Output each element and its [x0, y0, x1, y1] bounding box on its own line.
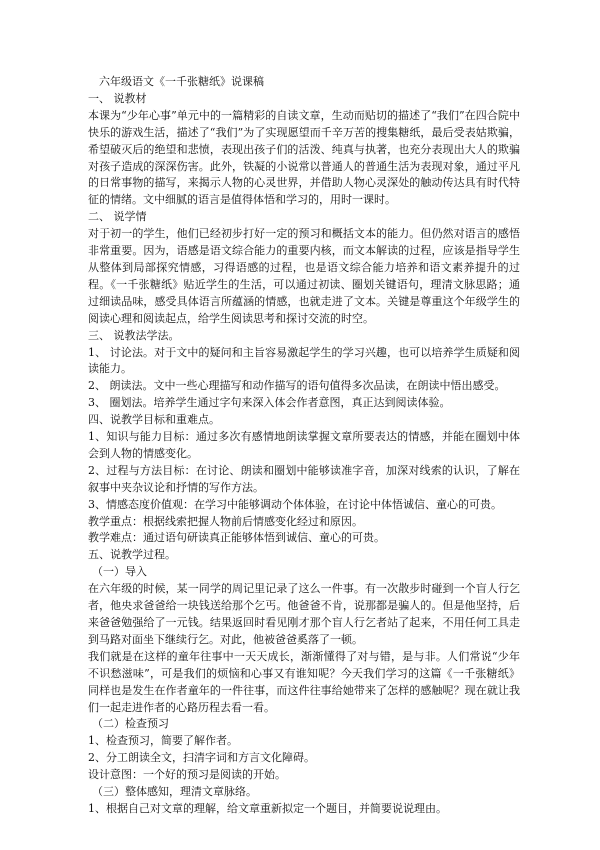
paragraph: 对于初一的学生，他们已经初步打好一定的预习和概括文本的能力。但仍然对语言的感悟非常重要。因为，语感是语文综合能力的重要内核，而文本解读的过程，应该是指导学生从整体到局部探究情感，习得语感的过程，也是语文综合能力培养和语文素养提升的过程。《一千张糖纸》贴近学生的生活，可以通过初读、圈划关键语句，理清文脉思路；通过细读品味，感受具体语言所蕴涵的情感，也就走进了文本。关键是尊重这个年级学生的阅读心理和阅读起点，给学生阅读思考和探讨交流的时空。 — [88, 227, 520, 325]
paragraph: 本课为“少年心事”单元中的一篇精彩的自读文章，生动而贴切的描述了“我们”在四合院中快乐的游戏生活，描述了“我们”为了实现愿望而千辛万苦的搜集糖纸，最后受表姑欺骗，希望破灭后的绝望和悲愤，表现出孩子们的活泼、纯真与执著，也充分表现出大人的欺骗对孩子造成的深深伤害。此外，铁凝的小说常以普通人的普通生活为表现对象，通过平凡的日常事物的描写，来揭示人物的心灵世界，并借助人物心灵深处的触动传达具有时代特征的情绪。文中细腻的语言是值得体悟和学习的，用时一课时。 — [88, 108, 520, 207]
section-heading: 三、 说教法学法。 — [88, 328, 180, 342]
subsection-heading: （二）检查预习 — [92, 717, 169, 731]
paragraph: 1、根据自己对文章的理解，给文章重新拟定一个题目，并简要说说理由。 — [88, 801, 447, 815]
subsection-heading: （三）整体感知，理清文章脉络。 — [92, 785, 257, 799]
paragraph: 1、检查预习，简要了解作者。 — [88, 734, 238, 748]
paragraph: 3、 圈划法。培养学生通过字句来深入体会作者意图，真正达到阅读体验。 — [88, 396, 451, 410]
paragraph: 教学重点：根据线索把握人物前后情感变化经过和原因。 — [88, 514, 363, 528]
paragraph: 1、知识与能力目标：通过多次有感情地朗读掌握文章所要表达的情感，并能在圈划中体会到人物的情感变化。 — [88, 430, 520, 460]
paragraph: 2、 朗读法。文中一些心理描写和动作描写的语句值得多次品读，在朗读中悟出感受。 — [88, 379, 506, 393]
paragraph: 3、情感态度价值观：在学习中能够调动个体体验，在讨论中体悟诚信、童心的可贵。 — [88, 497, 502, 511]
paragraph: 教学难点：通过语句研读真正能够体悟到诚信、童心的可贵。 — [88, 531, 385, 545]
section-heading: 五、说教学过程。 — [88, 548, 176, 562]
document-title: 六年级语文《一千张糖纸》说课稿 — [99, 75, 264, 88]
paragraph: 我们就是在这样的童年往事中一天天成长，渐渐懂得了对与错，是与非。人们常说“少年不识愁滋味”，可是我们的烦恼和心事又有谁知呢？今天我们学习的这篇《一千张糖纸》同样也是发生在作者童年的一件往事，而这件往事给她带来了怎样的感触呢？现在就让我们一起走进作者的心路历程去看一看。 — [88, 649, 520, 714]
subsection-heading: （一）导入 — [92, 565, 147, 579]
section-heading: 一、 说教材 — [88, 91, 147, 105]
document-page — [88, 74, 520, 818]
paragraph: 在六年级的时候，某一同学的周记里记录了这么一件事。有一次散步时碰到一个盲人行乞者，他央求爸爸给一块钱送给那个乞丐。他爸爸不肯，说那都是骗人的。但是他坚持，后来爸爸勉强给了一元钱。结果返回时看见刚才那个盲人行乞者站了起来，不用任何工具走到马路对面坐下继续行乞。对此，他被爸爸奚落了一顿。 — [88, 582, 520, 646]
paragraph: 2、分工朗读全文，扫清字词和方言文化障碍。 — [88, 751, 315, 765]
section-heading: 二、 说学情 — [88, 210, 147, 224]
section-heading: 四、说教学目标和重难点。 — [88, 413, 220, 427]
paragraph: 设计意图：一个好的预习是阅读的开始。 — [88, 768, 286, 782]
paragraph: 1、 讨论法。对于文中的疑问和主旨容易激起学生的学习兴趣，也可以培养学生质疑和阅读能力。 — [88, 345, 520, 376]
paragraph: 2、过程与方法目标：在讨论、朗读和圈划中能够读准字音，加深对线索的认识，了解在叙事中夹杂议论和抒情的写作方法。 — [88, 463, 520, 494]
